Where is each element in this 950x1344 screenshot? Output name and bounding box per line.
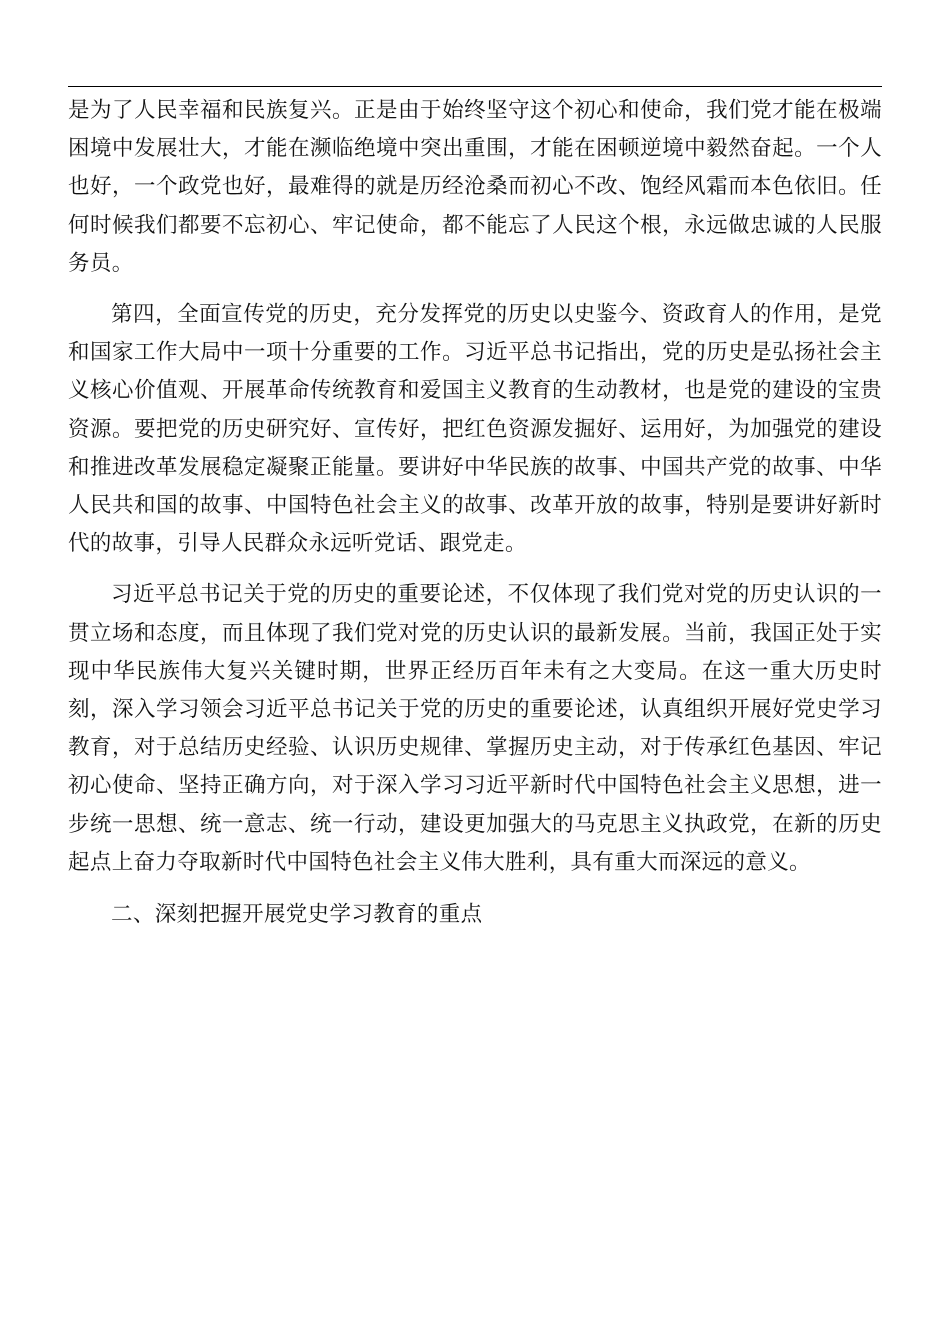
header-rule	[68, 86, 882, 87]
paragraph-continuation: 是为了人民幸福和民族复兴。正是由于始终坚守这个初心和使命，我们党才能在极端困境中发展壮大，才能在濒临绝境中突出重围，才能在困顿逆境中毅然奋起。一个人也好，一个政党也好，最难得的就是历经沧桑而初心不改、饱经风霜而本色依旧。任何时候我们都要不忘初心、牢记使命，都不能忘了人民这个根，永远做忠诚的人民服务员。	[68, 98, 882, 276]
section-heading: 二、深刻把握开展党史学习教育的重点	[111, 902, 483, 928]
paragraph-fourth-point: 第四，全面宣传党的历史，充分发挥党的历史以史鉴今、资政育人的作用，是党和国家工作大局中一项十分重要的工作。习近平总书记指出，党的历史是弘扬社会主义核心价值观、开展革命传统教育和爱国主义教育的生动教材，也是党的建设的宝贵资源。要把党的历史研究好、宣传好，把红色资源发掘好、运用好，为加强党的建设和推进改革发展稳定凝聚正能量。要讲好中华民族的故事、中国共产党的故事、中华人民共和国的故事、中国特色社会主义的故事、改革开放的故事，特别是要讲好新时代的故事，引导人民群众永远听党话、跟党走。	[68, 302, 882, 557]
paragraph-significance: 习近平总书记关于党的历史的重要论述，不仅体现了我们党对党的历史认识的一贯立场和态度，而且体现了我们党对党的历史认识的最新发展。当前，我国正处于实现中华民族伟大复兴关键时期，世界正经历百年未有之大变局。在这一重大历史时刻，深入学习领会习近平总书记关于党的历史的重要论述，认真组织开展好党史学习教育，对于总结历史经验、认识历史规律、掌握历史主动，对于传承红色基因、牢记初心使命、坚持正确方向，对于深入学习习近平新时代中国特色社会主义思想，进一步统一思想、统一意志、统一行动，建设更加强大的马克思主义执政党，在新的历史起点上奋力夺取新时代中国特色社会主义伟大胜利，具有重大而深远的意义。	[68, 582, 882, 875]
document-body	[68, 92, 882, 947]
